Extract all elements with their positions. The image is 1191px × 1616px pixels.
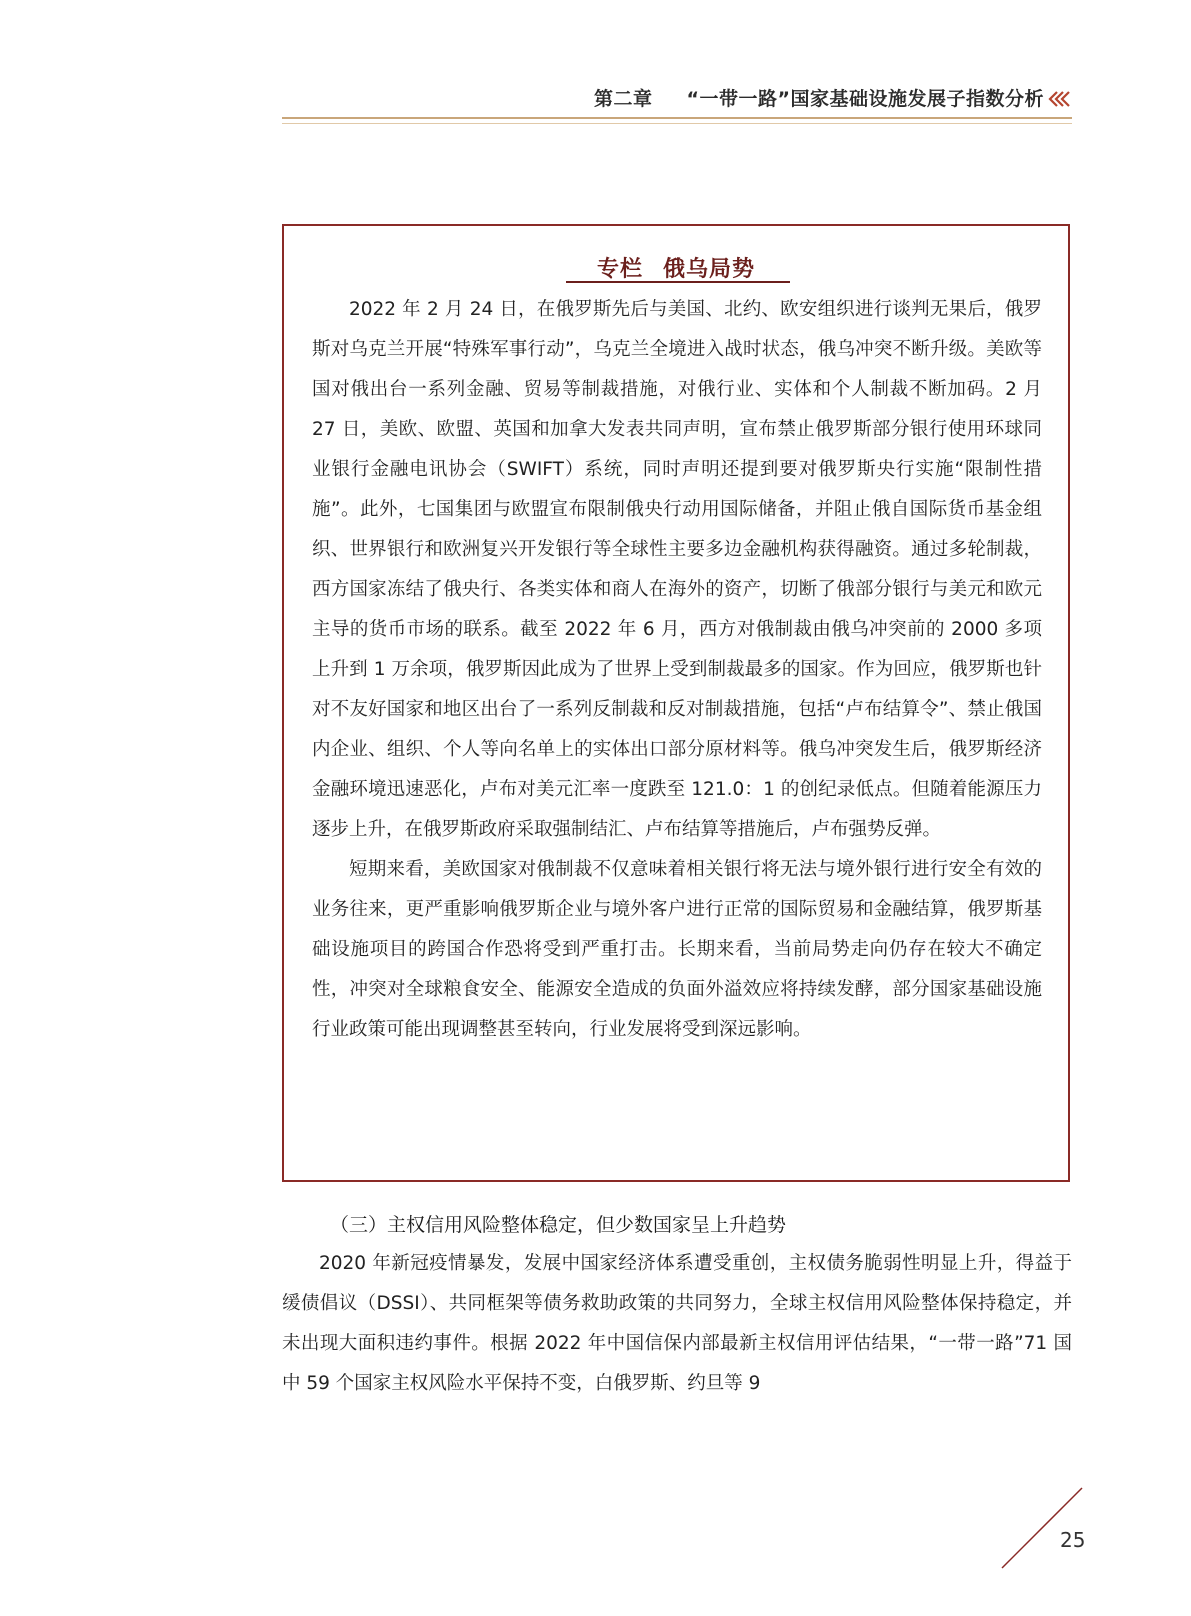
header-chapter-title: “一带一路”国家基础设施发展子指数分析 xyxy=(686,88,1044,110)
section-heading: （三）主权信用风险整体稳定，但少数国家呈上升趋势 xyxy=(330,1214,787,1236)
header-rule xyxy=(282,117,1072,119)
main-body xyxy=(282,1244,1072,1404)
header-title xyxy=(594,84,1044,111)
sidebar-box xyxy=(282,224,1070,1182)
header-chapter: 第二章 xyxy=(594,88,653,110)
box-paragraph: 2022 年 2 月 24 日，在俄罗斯先后与美国、北约、欧安组织进行谈判无果后，俄罗斯对乌克兰开展“特殊军事行动”，乌克兰全境进入战时状态，俄乌冲突不断升级。美欧等国对俄出台一系列金融、贸易等制裁措施，对俄行业、实体和个人制裁不断加码。2 月 27 日，美欧、欧盟、英国和加拿大发表共同声明，宣布禁止俄罗斯部分银行使用环球同业银行金融电讯协会（SWIFT）系统，同时声明还提到要对俄罗斯央行实施“限制性措施”。此外，七国集团与欧盟宣布限制俄央行动用国际储备，并阻止俄自国际货币基金组织、世界银行和欧洲复兴开发银行等全球性主要多边金融机构获得融资。通过多轮制裁，西方国家冻结了俄央行、各类实体和商人在海外的资产，切断了俄部分银行与美元和欧元主导的货币市场的联系。截至 2022 年 6 月，西方对俄制裁由俄乌冲突前的 2000 多项上升到 1 万余项，俄罗斯因此成为了世界上受到制裁最多的国家。作为回应，俄罗斯也针对不友好国家和地区出台了一系列反制裁和反对制裁措施，包括“卢布结算令”、禁止俄国内企业、组织、个人等向名单上的实体出口部分原材料等。俄乌冲突发生后，俄罗斯经济金融环境迅速恶化，卢布对美元汇率一度跌至 121.0：1 的创纪录低点。但随着能源压力逐步上升，在俄罗斯政府采取强制结汇、卢布结算等措施后，卢布强势反弹。 xyxy=(312,299,1042,840)
box-label: 专栏 xyxy=(596,257,643,282)
header-rule-thin xyxy=(282,123,1072,124)
box-body xyxy=(312,290,1042,1050)
box-paragraph: 短期来看，美欧国家对俄制裁不仅意味着相关银行将无法与境外银行进行安全有效的业务往来，更严重影响俄罗斯企业与境外客户进行正常的国际贸易和金融结算，俄罗斯基础设施项目的跨国合作恐将受到严重打击。长期来看，当前局势走向仍存在较大不确定性，冲突对全球粮食安全、能源安全造成的负面外溢效应将持续发酵，部分国家基础设施行业政策可能出现调整甚至转向，行业发展将受到深远影响。 xyxy=(312,859,1042,1040)
box-title-text: 俄乌局势 xyxy=(663,257,756,282)
running-header xyxy=(282,84,1072,118)
body-paragraph: 2020 年新冠疫情暴发，发展中国家经济体系遭受重创，主权债务脆弱性明显上升，得益于缓债倡议（DSSI）、共同框架等债务救助政策的共同努力，全球主权信用风险整体保持稳定，并未出现大面积违约事件。根据 2022 年中国信保内部最新主权信用评估结果，“一带一路”71 国中 59 个国家主权风险水平保持不变，白俄罗斯、约旦等 9 xyxy=(282,1253,1072,1394)
page-number: 25 xyxy=(1060,1528,1086,1552)
box-title-underline xyxy=(566,281,790,283)
double-chevron-left-icon xyxy=(1048,90,1072,108)
box-title xyxy=(284,252,1068,283)
